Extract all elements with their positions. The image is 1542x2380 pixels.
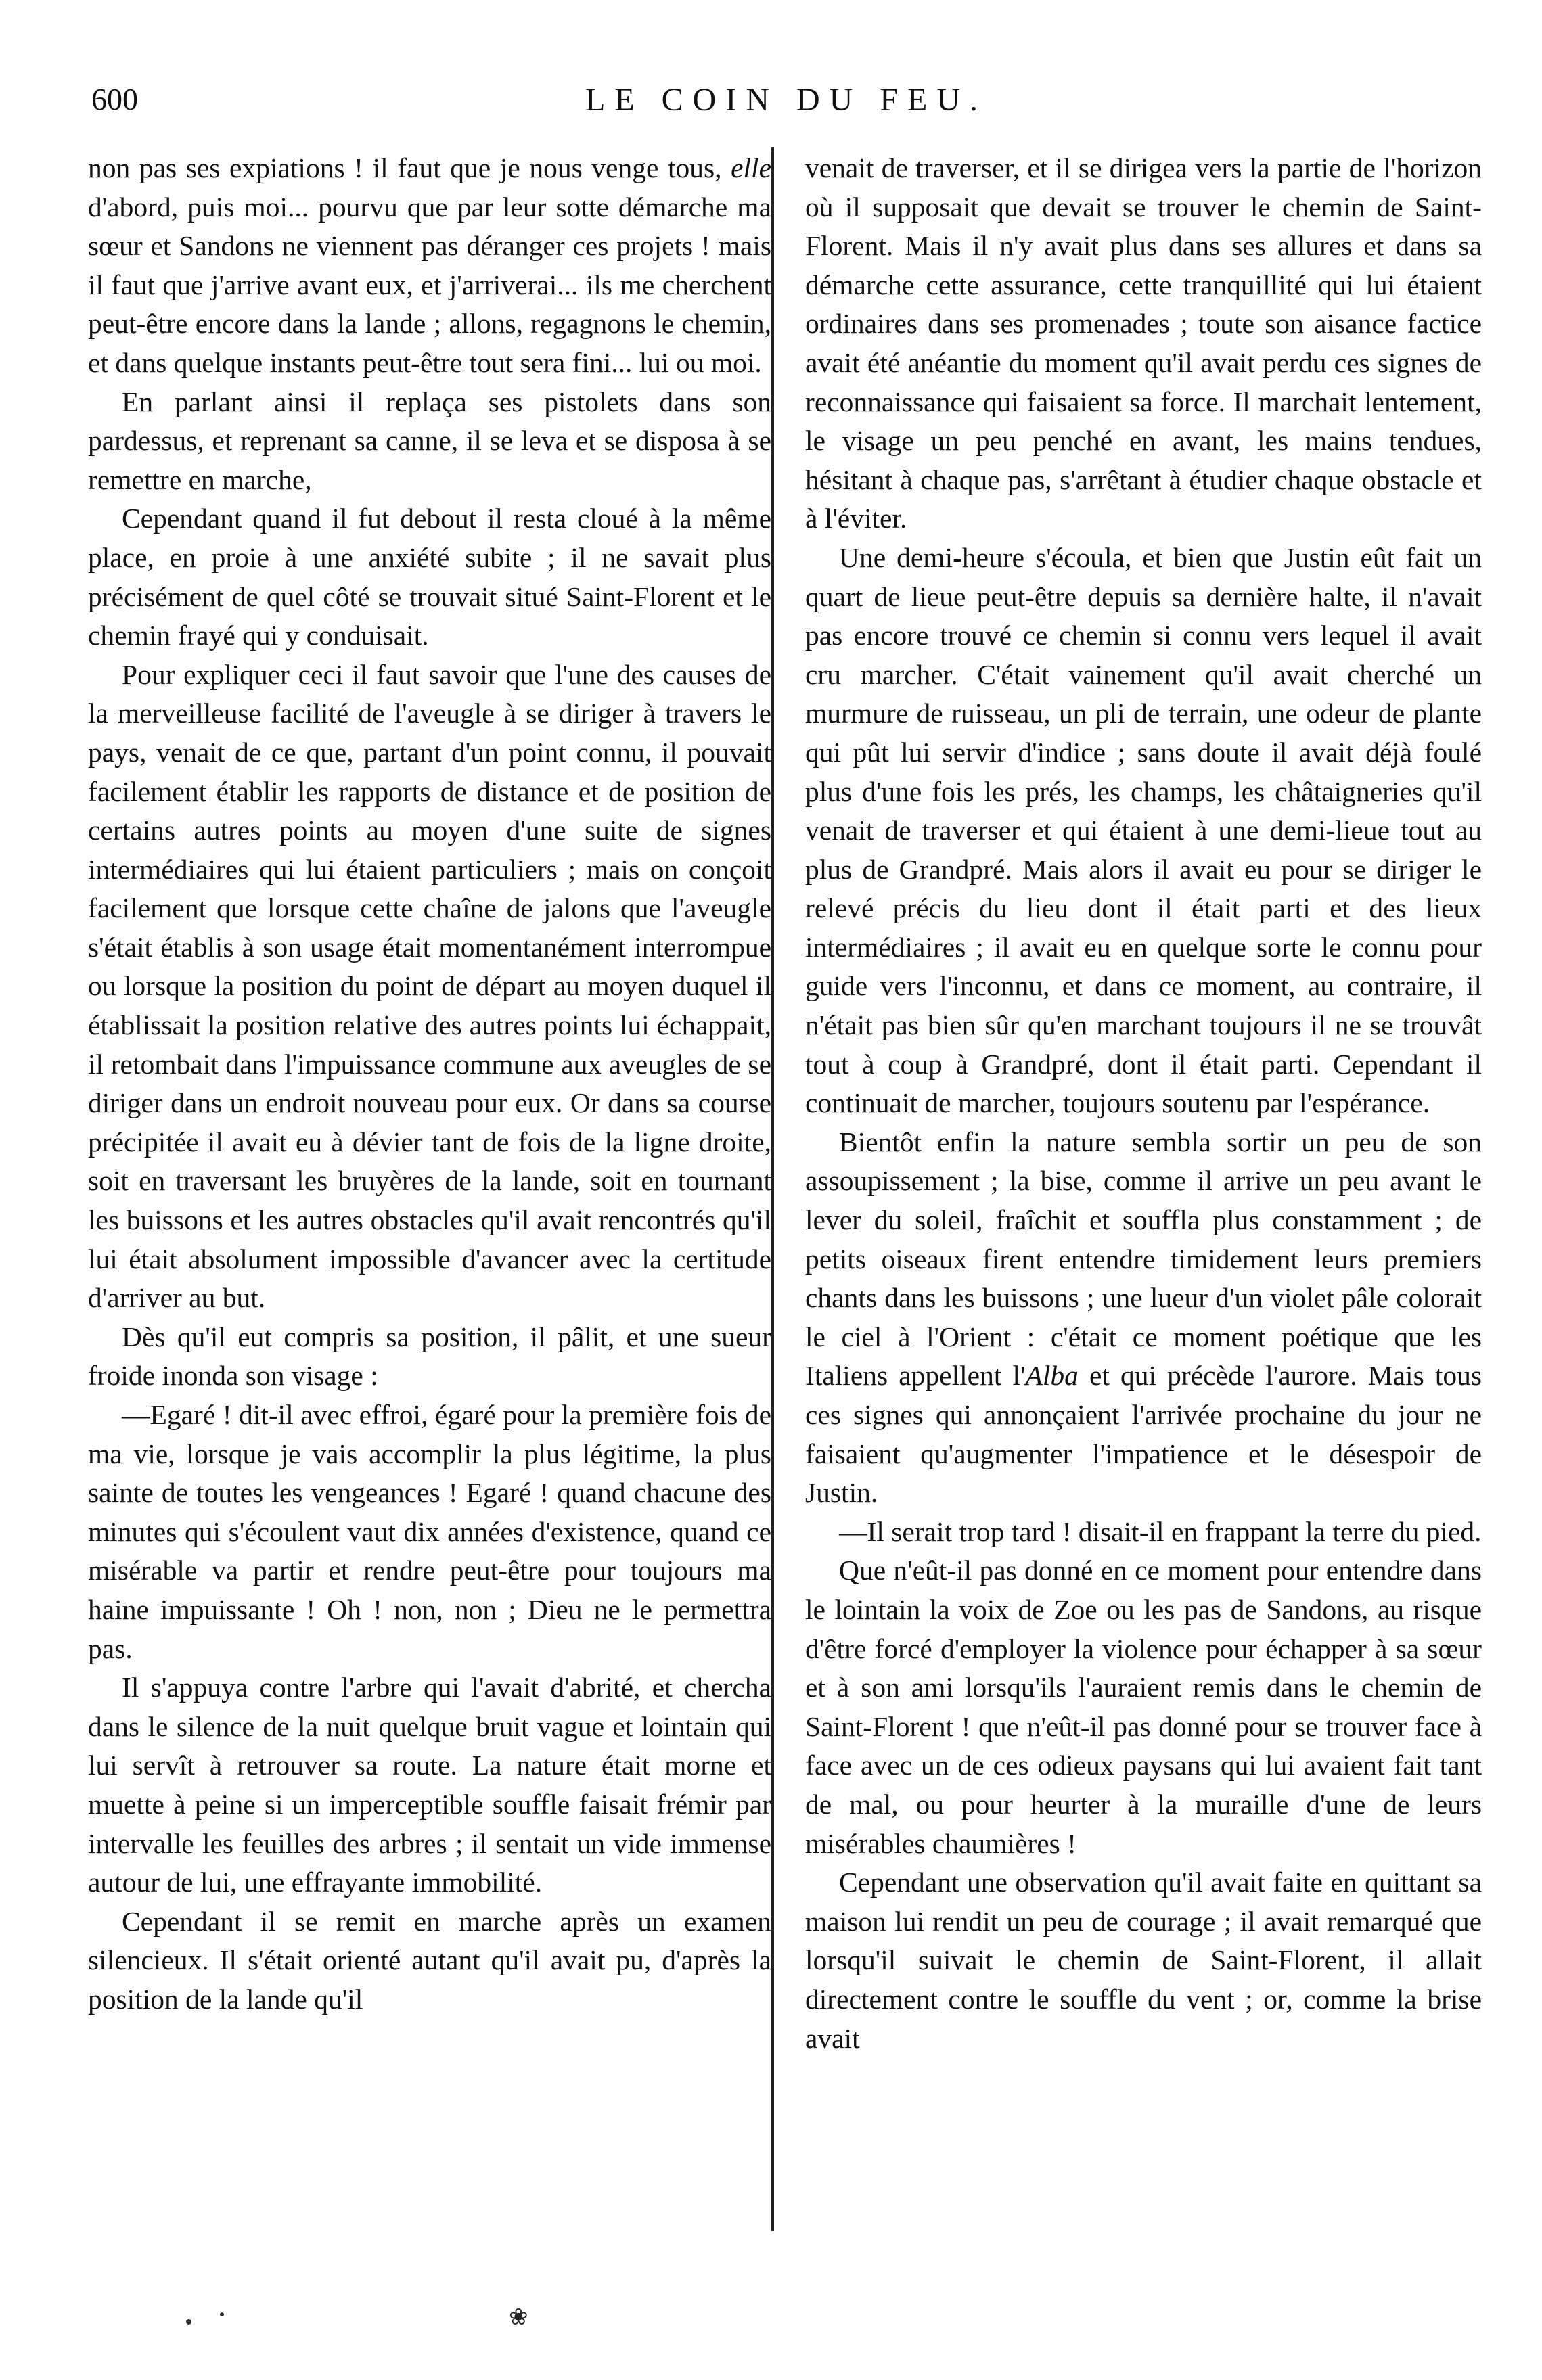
ink-speck [220,2312,224,2316]
paragraph: —Egaré ! dit-il avec effroi, égaré pour la première fois de ma vie, lorsque je vais accomplir la plus légitime, la plus sainte de toutes les vengeances ! Egaré ! quand chacune des minutes qui s'écoulent vaut dix années d'existence, quand ce misérable va partir et rendre peut-être pour toujours ma haine impuissante ! Oh ! non, non ; Dieu ne le permettra pas. [88,1399,771,1664]
running-title: LE COIN DU FEU. [585,82,987,118]
ink-speck [186,2319,191,2325]
paragraph: —Il serait trop tard ! disait-il en frappant la terre du pied. [839,1515,1482,1547]
page-header [91,81,1481,129]
paragraph [805,1123,1482,1513]
left-column [88,149,771,2019]
emphasis-text: Alba [1025,1360,1079,1392]
page-number: 600 [91,82,138,116]
paragraph-text: et qui précède l'aurore. Mais tous ces signes qui annonçaient l'arrivée prochaine du jour ne faisaient qu'augmenter l'impatience et le désespoir de Justin. [805,1360,1482,1509]
column-divider [771,147,774,2231]
paragraph-text: non pas ses expiations ! il faut que je nous venge tous, [88,152,722,183]
paragraph: Cependant quand il fut debout il resta cloué à la même place, en proie à une anxiété subite ; il ne savait plus précisément de quel côté se trouvait situé Saint-Florent et le chemin frayé qui y conduisait. [88,503,771,651]
paragraph [88,149,771,383]
right-column [805,149,1482,2058]
emphasis-text: elle [731,152,771,183]
ornament-mark: ❀ [509,2304,528,2331]
paragraph: Il s'appuya contre l'arbre qui l'avait d'abrité, et chercha dans le silence de la nuit quelque bruit vague et lointain qui lui servît à retrouver sa route. La nature était morne et muette à peine si un imperceptible souffle faisait frémir par intervalle les feuilles des arbres ; il sentait un vide immense autour de lui, une effrayante immobilité. [88,1672,771,1898]
paragraph: Dès qu'il eut compris sa position, il pâlit, et une sueur froide inonda son visage : [88,1321,771,1392]
paragraph: Cependant une observation qu'il avait faite en quittant sa maison lui rendit un peu de courage ; il avait remarqué que lorsqu'il suivait le chemin de Saint-Florent, il allait directement contre le souffle du vent ; or, comme la brise avait [805,1867,1482,2054]
paragraph: venait de traverser, et il se dirigea vers la partie de l'horizon où il supposait que devait se trouver le chemin de Saint-Florent. Mais il n'y avait plus dans ses allures et dans sa démarche cette assurance, cette tranquillité qui lui étaient ordinaires dans ses promenades ; toute son aisance factice avait été anéantie du moment qu'il avait perdu ces signes de reconnaissance qui faisaient sa force. Il marchait lentement, le visage un peu penché en avant, les mains tendues, hésitant à chaque pas, s'arrêtant à étudier chaque obstacle et à l'éviter. [805,152,1482,534]
paragraph-text: d'abord, puis moi... pourvu que par leur sotte démarche ma sœur et Sandons ne viennent pas déranger ces projets ! mais il faut que j'arrive avant eux, et j'arriverai... ils me cherchent peut-être encore dans la lande ; allons, regagnons le chemin, et dans quelque instants peut-être tout sera fini... lui ou moi. [88,191,771,378]
paragraph: Une demi-heure s'écoula, et bien que Justin eût fait un quart de lieue peut-être depuis sa dernière halte, il n'avait pas encore trouvé ce chemin si connu vers lequel il avait cru marcher. C'était vainement qu'il avait cherché un murmure de ruisseau, un pli de terrain, une odeur de plante qui pût lui servir d'indice ; sans doute il avait déjà foulé plus d'une fois les prés, les champs, les châtaigneries qu'il venait de traverser et qui étaient à une demi-lieue tout au plus de Grandpré. Mais alors il avait eu pour se diriger le relevé précis du lieu dont il était parti et des lieux intermédiaires ; il avait eu en quelque sorte le connu pour guide vers l'inconnu, et dans ce moment, au contraire, il n'était pas bien sûr qu'en marchant toujours il ne se trouvât tout à coup à Grandpré, dont il était parti. Cependant il continuait de marcher, toujours soutenu par l'espérance. [805,541,1482,1119]
paragraph: Que n'eût-il pas donné en ce moment pour entendre dans le lointain la voix de Zoe ou les pas de Sandons, au risque d'être forcé d'employer la violence pour échapper à sa sœur et à son ami lorsqu'ils l'auraient remis dans le chemin de Saint-Florent ! que n'eût-il pas donné pour se trouver face à face avec un de ces odieux paysans qui lui avaient fait tant de mal, ou pour heurter à la muraille d'une de leurs misérables chaumières ! [805,1555,1482,1859]
paragraph: Cependant il se remit en marche après un examen silencieux. Il s'était orienté autant qu'il avait pu, d'après la position de la lande qu'il [88,1905,771,2015]
paragraph-text: Bientôt enfin la nature sembla sortir un peu de son assoupissement ; la bise, comme il arrive un peu avant le lever du soleil, fraîchit et souffla plus constamment ; de petits oiseaux firent entendre timidement leurs premiers chants dans les buissons ; une lueur d'un violet pâle colorait le ciel à l'Orient : c'était ce moment poétique que les Italiens appellent l' [805,1126,1482,1392]
paragraph: Pour expliquer ceci il faut savoir que l'une des causes de la merveilleuse facilité de l'aveugle à se diriger à travers le pays, venait de ce que, partant d'un point connu, il pouvait facilement établir les rapports de distance et de position de certains autres points au moyen d'une suite de signes intermédiaires qui lui étaient particuliers ; mais on conçoit facilement que lorsque cette chaîne de jalons que l'aveugle s'était établis à son usage était momentanément interrompue ou lorsque la position du point de départ au moyen duquel il établissait la position relative des autres points lui échappait, il retombait dans l'impuissance commune aux aveugles de se diriger dans un endroit nouveau pour eux. Or dans sa course précipitée il avait eu à dévier tant de fois de la ligne droite, soit en traversant les bruyères de la lande, soit en tournant les buissons et les autres obstacles qu'il avait rencontrés qu'il lui était absolument impossible d'avancer avec la certitude d'arriver au but. [88,658,771,1314]
paragraph: En parlant ainsi il replaça ses pistolets dans son pardessus, et reprenant sa canne, il se leva et se disposa à se remettre en marche, [88,386,771,495]
